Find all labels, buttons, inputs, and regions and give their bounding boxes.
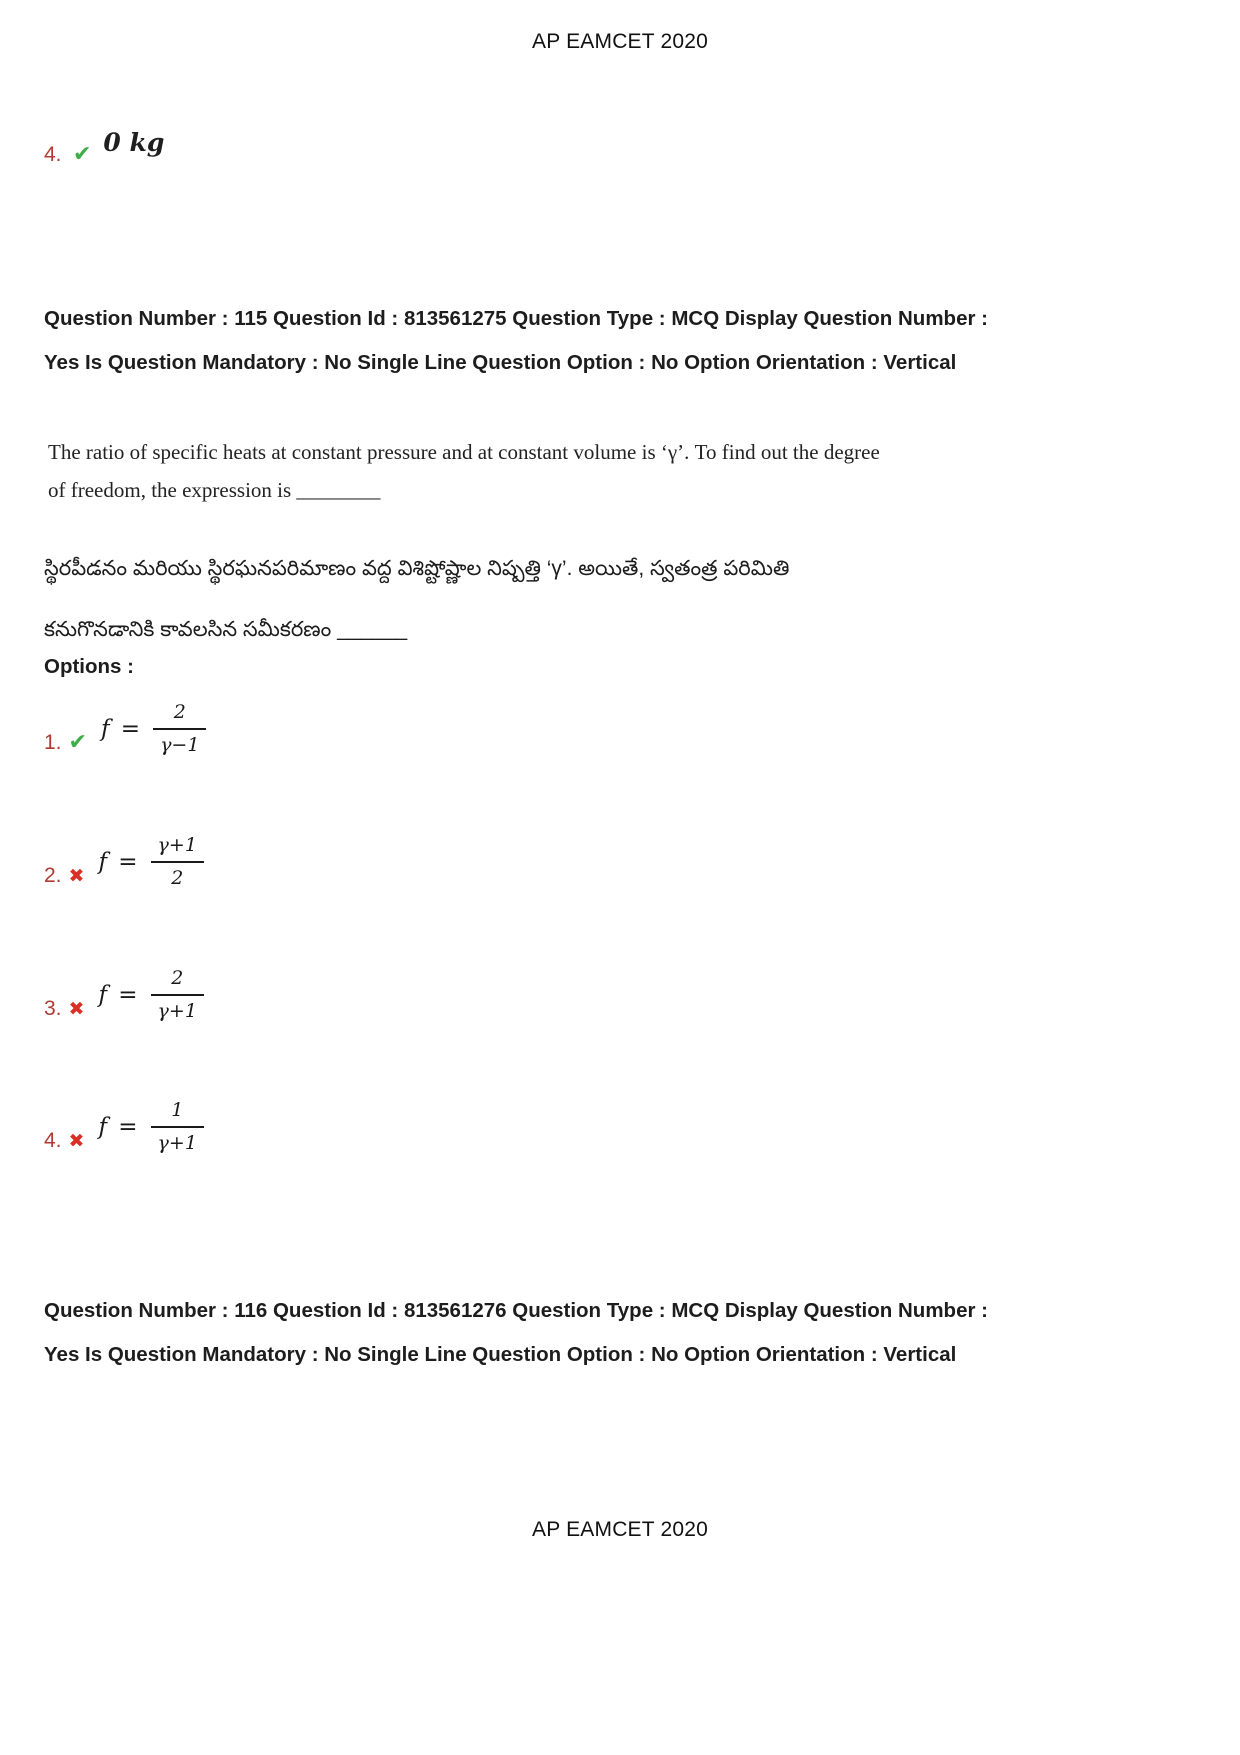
option-label — [44, 1129, 84, 1153]
page-footer-title: AP EAMCET 2020 — [532, 1518, 708, 1541]
fraction-numerator: 2 — [171, 967, 184, 989]
cross-icon: ✖ — [68, 1131, 85, 1153]
option-number: 3. — [44, 997, 62, 1021]
option-2 — [44, 833, 204, 890]
fraction — [151, 833, 204, 890]
option-number: 2. — [44, 864, 62, 888]
option-number: 1. — [44, 731, 62, 755]
formula-lhs: f = — [98, 1113, 140, 1140]
fraction-numerator: 2 — [173, 701, 186, 723]
question-115-text-english: The ratio of specific heats at constant pressure and at constant volume is ‘γ’. To find out the degree of freedom, the expression is ________ — [48, 440, 880, 502]
cross-icon: ✖ — [68, 999, 85, 1021]
formula-lhs: f = — [98, 981, 140, 1008]
option-1 — [44, 700, 206, 757]
check-icon: ✔ — [68, 729, 87, 755]
page-header-title: AP EAMCET 2020 — [532, 30, 708, 53]
option-label — [44, 997, 84, 1021]
fraction — [151, 1098, 204, 1155]
question-115-meta: Question Number : 115 Question Id : 813561275 Question Type : MCQ Display Question Number : Yes Is Question Mandatory : No Single Line Question Option : No Option Orientation : Vertical — [44, 307, 988, 374]
fraction-numerator: γ+1 — [157, 834, 197, 856]
option-label — [44, 731, 87, 755]
telugu-line-1: స్థిరపీడనం మరియు స్థిరఘనపరిమాణం వద్ద విశిష్టోష్ణాల నిష్పత్తి ‘γ’. అయితే, స్వతంత్ర పరిమితి — [44, 557, 790, 580]
previous-question-option-4 — [44, 128, 164, 167]
option-number: 4. — [44, 1129, 62, 1153]
fraction-numerator: 1 — [171, 1099, 184, 1121]
options-heading: Options : — [44, 655, 134, 678]
option-label — [44, 143, 91, 167]
telugu-line-2: కనుగొనడానికి కావలసిన సమీకరణం ______ — [44, 618, 408, 641]
formula-lhs: f = — [98, 848, 140, 875]
option-formula — [98, 833, 203, 890]
check-icon: ✔ — [72, 141, 92, 166]
question-115-text-telugu — [44, 538, 1024, 660]
option-label — [44, 864, 84, 888]
option-formula — [98, 966, 203, 1023]
option-answer-text: 0 kg — [103, 128, 165, 157]
fraction — [153, 700, 206, 757]
question-116-meta: Question Number : 116 Question Id : 813561276 Question Type : MCQ Display Question Number : Yes Is Question Mandatory : No Single Line Question Option : No Option Orientation : Vertical — [44, 1299, 988, 1366]
option-4 — [44, 1098, 204, 1155]
cross-icon: ✖ — [68, 866, 85, 888]
fraction-denominator: γ+1 — [157, 1131, 197, 1154]
formula-lhs: f = — [100, 715, 143, 742]
fraction-denominator: γ−1 — [160, 733, 200, 756]
fraction-denominator: γ+1 — [157, 999, 197, 1022]
fraction — [151, 966, 204, 1023]
fraction-denominator: 2 — [171, 866, 184, 889]
option-3 — [44, 966, 204, 1023]
option-formula — [98, 1098, 203, 1155]
option-formula — [101, 700, 206, 757]
option-number: 4. — [44, 143, 62, 166]
